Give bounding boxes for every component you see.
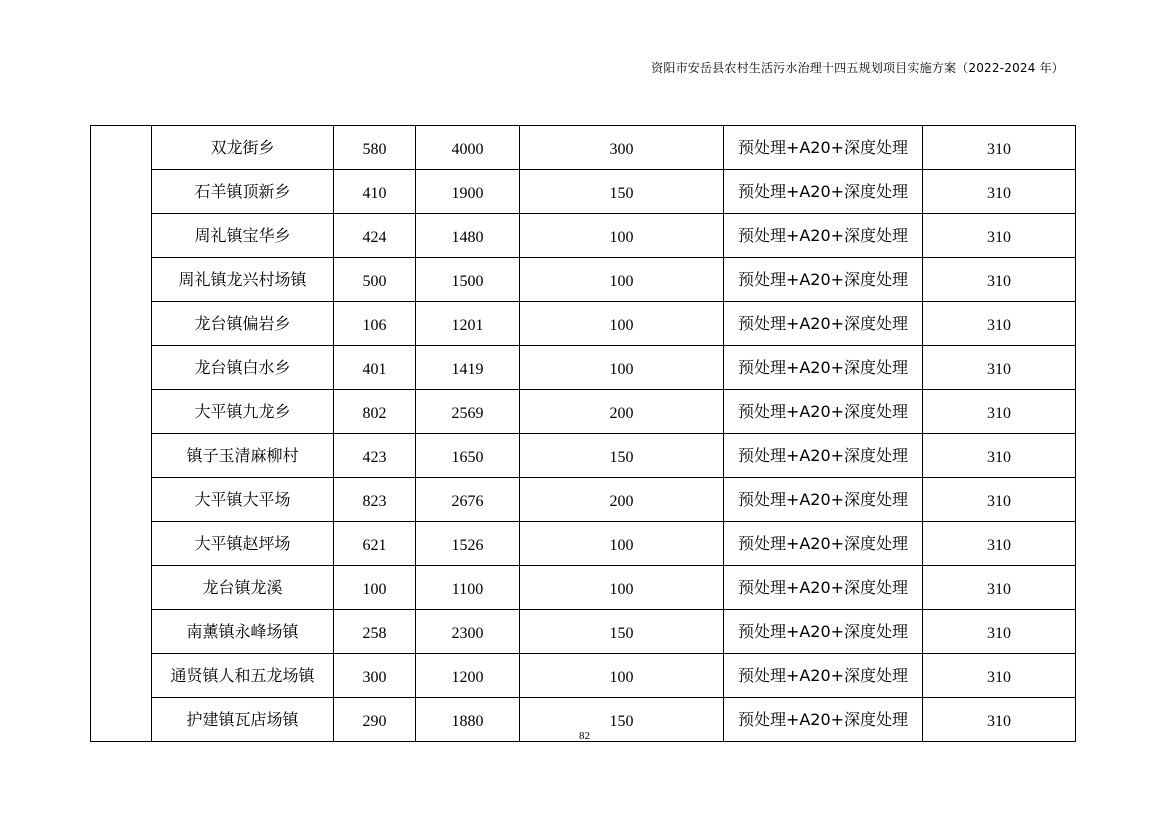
value-cell-1: 802	[334, 390, 416, 434]
value-cell-5: 310	[923, 610, 1076, 654]
village-name-cell: 大平镇赵坪场	[152, 522, 334, 566]
village-name-cell: 护建镇瓦店场镇	[152, 698, 334, 742]
value-cell-3: 200	[520, 478, 724, 522]
value-cell-5: 310	[923, 390, 1076, 434]
village-name-cell: 通贤镇人和五龙场镇	[152, 654, 334, 698]
village-name-cell: 周礼镇龙兴村场镇	[152, 258, 334, 302]
project-table	[90, 125, 1076, 742]
table-row	[91, 258, 1076, 302]
treatment-process-cell: 预处理+A20+深度处理	[724, 126, 923, 170]
value-cell-5: 310	[923, 698, 1076, 742]
value-cell-1: 580	[334, 126, 416, 170]
village-name-cell: 周礼镇宝华乡	[152, 214, 334, 258]
value-cell-1: 410	[334, 170, 416, 214]
table-row	[91, 214, 1076, 258]
project-table-container	[90, 125, 1076, 742]
value-cell-1: 300	[334, 654, 416, 698]
village-name-cell: 龙台镇偏岩乡	[152, 302, 334, 346]
page-number: 82	[579, 730, 590, 742]
value-cell-1: 258	[334, 610, 416, 654]
village-name-cell: 龙台镇白水乡	[152, 346, 334, 390]
value-cell-2: 1526	[416, 522, 520, 566]
value-cell-2: 1200	[416, 654, 520, 698]
value-cell-1: 621	[334, 522, 416, 566]
value-cell-3: 150	[520, 698, 724, 742]
treatment-process-cell: 预处理+A20+深度处理	[724, 654, 923, 698]
value-cell-2: 2300	[416, 610, 520, 654]
value-cell-5: 310	[923, 522, 1076, 566]
village-name-cell: 大平镇大平场	[152, 478, 334, 522]
table-body	[91, 126, 1076, 742]
village-name-cell: 镇子玉清麻柳村	[152, 434, 334, 478]
value-cell-3: 100	[520, 302, 724, 346]
value-cell-5: 310	[923, 346, 1076, 390]
value-cell-2: 4000	[416, 126, 520, 170]
treatment-process-cell: 预处理+A20+深度处理	[724, 258, 923, 302]
village-name-cell: 龙台镇龙溪	[152, 566, 334, 610]
treatment-process-cell: 预处理+A20+深度处理	[724, 698, 923, 742]
table-row	[91, 170, 1076, 214]
value-cell-1: 500	[334, 258, 416, 302]
value-cell-2: 1900	[416, 170, 520, 214]
table-row	[91, 302, 1076, 346]
village-name-cell: 大平镇九龙乡	[152, 390, 334, 434]
table-row	[91, 566, 1076, 610]
treatment-process-cell: 预处理+A20+深度处理	[724, 170, 923, 214]
value-cell-1: 106	[334, 302, 416, 346]
value-cell-3: 150	[520, 434, 724, 478]
value-cell-5: 310	[923, 170, 1076, 214]
value-cell-2: 1201	[416, 302, 520, 346]
treatment-process-cell: 预处理+A20+深度处理	[724, 434, 923, 478]
value-cell-2: 2569	[416, 390, 520, 434]
value-cell-3: 100	[520, 566, 724, 610]
table-row	[91, 522, 1076, 566]
value-cell-1: 424	[334, 214, 416, 258]
document-header: 资阳市安岳县农村生活污水治理十四五规划项目实施方案（2022-2024 年）	[651, 61, 1064, 75]
table-row	[91, 654, 1076, 698]
treatment-process-cell: 预处理+A20+深度处理	[724, 214, 923, 258]
value-cell-5: 310	[923, 126, 1076, 170]
village-name-cell: 石羊镇顶新乡	[152, 170, 334, 214]
village-name-cell: 双龙街乡	[152, 126, 334, 170]
value-cell-2: 1100	[416, 566, 520, 610]
value-cell-5: 310	[923, 566, 1076, 610]
treatment-process-cell: 预处理+A20+深度处理	[724, 522, 923, 566]
value-cell-2: 1480	[416, 214, 520, 258]
table-row	[91, 390, 1076, 434]
table-row	[91, 346, 1076, 390]
table-row	[91, 610, 1076, 654]
village-name-cell: 南薰镇永峰场镇	[152, 610, 334, 654]
value-cell-5: 310	[923, 654, 1076, 698]
value-cell-3: 150	[520, 170, 724, 214]
treatment-process-cell: 预处理+A20+深度处理	[724, 346, 923, 390]
value-cell-2: 1500	[416, 258, 520, 302]
value-cell-3: 100	[520, 654, 724, 698]
table-row	[91, 434, 1076, 478]
value-cell-3: 100	[520, 214, 724, 258]
value-cell-5: 310	[923, 302, 1076, 346]
value-cell-2: 1419	[416, 346, 520, 390]
value-cell-5: 310	[923, 434, 1076, 478]
treatment-process-cell: 预处理+A20+深度处理	[724, 610, 923, 654]
value-cell-3: 150	[520, 610, 724, 654]
value-cell-1: 823	[334, 478, 416, 522]
value-cell-3: 100	[520, 258, 724, 302]
value-cell-3: 100	[520, 346, 724, 390]
treatment-process-cell: 预处理+A20+深度处理	[724, 566, 923, 610]
treatment-process-cell: 预处理+A20+深度处理	[724, 478, 923, 522]
value-cell-1: 100	[334, 566, 416, 610]
value-cell-3: 300	[520, 126, 724, 170]
value-cell-2: 1650	[416, 434, 520, 478]
merged-category-cell	[91, 126, 152, 742]
value-cell-3: 100	[520, 522, 724, 566]
table-row	[91, 478, 1076, 522]
value-cell-1: 423	[334, 434, 416, 478]
value-cell-5: 310	[923, 214, 1076, 258]
value-cell-1: 290	[334, 698, 416, 742]
table-row	[91, 126, 1076, 170]
value-cell-3: 200	[520, 390, 724, 434]
value-cell-5: 310	[923, 478, 1076, 522]
value-cell-2: 2676	[416, 478, 520, 522]
value-cell-1: 401	[334, 346, 416, 390]
value-cell-5: 310	[923, 258, 1076, 302]
treatment-process-cell: 预处理+A20+深度处理	[724, 390, 923, 434]
value-cell-2: 1880	[416, 698, 520, 742]
treatment-process-cell: 预处理+A20+深度处理	[724, 302, 923, 346]
